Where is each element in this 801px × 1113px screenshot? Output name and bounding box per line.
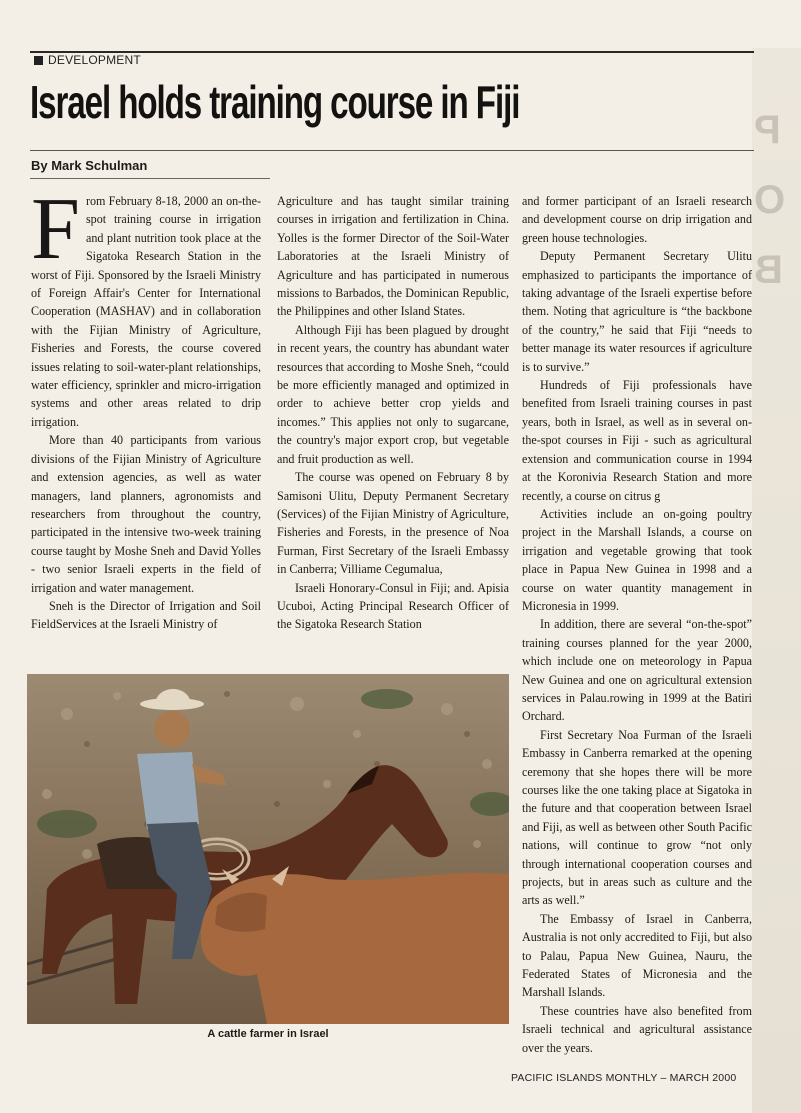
paragraph: Activities include an on-going poultry project in the Marshall Islands, a course on irrigation and vegetable growing that took place in Papua New Guinea in 1998 and a course on water quantity management in Micronesia in 1999. xyxy=(522,506,752,613)
paragraph: The Embassy of Israel in Canberra, Australia is not only accredited to Fiji, but also to Palau, Papua New Guinea, Nauru, the Federated States of Micronesia and the Marshall Islands. xyxy=(522,911,752,1000)
headline: Israel holds training course in Fiji xyxy=(30,76,520,128)
byline-rule xyxy=(30,178,270,179)
paragraph: and former participant of an Israeli research and development course on drip irrigation and green house technologies. xyxy=(522,194,752,245)
article-column-2 xyxy=(277,192,509,634)
section-label xyxy=(34,53,141,67)
article-column-1 xyxy=(31,181,261,634)
byline: By Mark Schulman xyxy=(31,158,148,173)
headline-rule xyxy=(30,150,754,151)
cattle-farmer-photo xyxy=(27,674,509,1024)
paragraph: Although Fiji has been plagued by drought in recent years, the country has abundant water resources that according to Moshe Sneh, “could be more efficiently managed and optimized in order to achieve better crop yields and incomes.” This applies not only to sugarcane, the country's major export crop, but vegetable and fruit production as well. xyxy=(277,322,509,466)
paragraph xyxy=(31,181,261,431)
section-square-icon xyxy=(34,56,43,65)
page-footer: PACIFIC ISLANDS MONTHLY – MARCH 2000 xyxy=(511,1072,737,1084)
section-text: DEVELOPMENT xyxy=(48,53,141,67)
paragraph: Deputy Permanent Secretary Ulitu emphasized to participants the importance of taking advantage of the Israeli expertise before them. Noting that agriculture is “the backbone of the country,” he said that Fiji “needs to better manage its water resources if agriculture is to survive.” xyxy=(522,249,752,374)
paragraph: Hundreds of Fiji professionals have benefited from Israeli training courses in past years, both in Israel, as well as in several on-the-spot courses in Fiji - such as agricultural extension and communication course in 1994 at the Koronivia Research Station and more recently, a course on citrus g xyxy=(522,378,752,503)
paragraph: In addition, there are several “on-the-spot” training courses planned for the year 2000, which include one on meteorology in Papua New Guinea and one on agricultural extension services in Palau.rowing in 1999 at the Batiri Orchard. xyxy=(522,617,752,724)
paragraph: First Secretary Noa Furman of the Israeli Embassy in Canberra remarked at the opening ceremony that she hopes there will be more courses like the one taking place at Sigatoka in the future and that cooperation between Israel and Fiji, as well as between other South Pacific nations, will continue to grow “not only through international cooperation courses and projects, but in areas such as culture and the arts as well.” xyxy=(522,727,752,908)
drop-cap: F xyxy=(31,181,80,278)
paragraph: Agriculture and has taught similar training courses in irrigation and fertilization in China. Yolles is the former Director of the Soil-Water Laboratories at the Israeli Ministry of Agriculture and has participated in numerous missions to Barbados, the Dominican Republic, the Philippines and other Island States. xyxy=(277,194,509,319)
paragraph: More than 40 participants from various divisions of the Fijian Ministry of Agriculture and extension agencies, as well as water managers, land planners, agronomists and researchers from throughout the country, participated in the intensive two-week training course taught by Moshe Sneh and David Yolles - two senior Israeli experts in the field of irrigation and water management. xyxy=(31,433,261,595)
paragraph: Israeli Honorary-Consul in Fiji; and. Apisia Ucuboi, Acting Principal Research Officer of the Sigatoka Research Station xyxy=(277,580,509,632)
paragraph-text: rom February 8-18, 2000 an on-the-spot training course in irrigation and plant nutrition took place at the Sigatoka Research Station in the worst of Fiji. Sponsored by the Israeli Ministry of Foreign Affair's Center for International Cooperation (MASHAV) and in collaboration with the Fijian Ministry of Agriculture, Fisheries and Forests, the course covered issues relating to soil-water-plant relationships, water efficiency, sprinkler and micro-irrigation systems and other areas related to drip irrigation. xyxy=(31,194,261,429)
paragraph: Sneh is the Director of Irrigation and Soil FieldServices at the Israeli Ministry of xyxy=(31,598,261,632)
article-column-3 xyxy=(522,192,752,1057)
facing-page-bleed: P O B xyxy=(752,48,801,1113)
photo-illustration xyxy=(27,674,509,1024)
photo-caption: A cattle farmer in Israel xyxy=(207,1028,329,1040)
paragraph: The course was opened on February 8 by Samisoni Ulitu, Deputy Permanent Secretary (Services) of the Fijian Ministry of Agriculture, Fisheries and Forests, in the presence of Noa Furman, First Secretary of the Israeli Embassy in Canberra; Villiame Cegumalua, xyxy=(277,470,509,577)
paragraph: These countries have also benefited from Israeli technical and agricultural assistance over the years. xyxy=(522,1003,752,1055)
